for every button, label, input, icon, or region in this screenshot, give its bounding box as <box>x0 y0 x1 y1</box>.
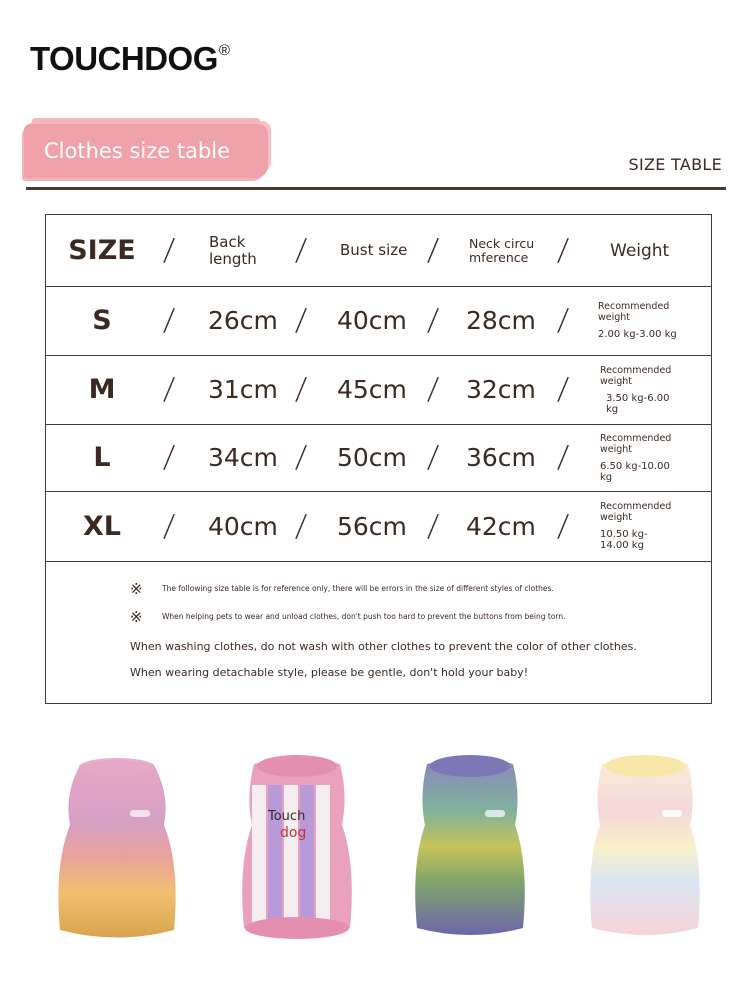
weight-label: Recommended weight <box>600 432 672 455</box>
separator: / <box>162 508 176 544</box>
separator: / <box>294 233 308 268</box>
separator: / <box>294 303 308 338</box>
weight-cell <box>600 424 680 491</box>
neck-value: 42cm <box>466 511 536 541</box>
weight-label: Recommended weight <box>598 301 670 323</box>
divider <box>26 187 726 190</box>
size-label: XL <box>82 510 122 542</box>
separator: / <box>426 508 440 544</box>
table-row <box>46 424 711 492</box>
weight-cell <box>600 491 680 561</box>
back-length-value: 40cm <box>208 511 278 541</box>
neck-value: 32cm <box>466 375 536 404</box>
size-label: L <box>93 442 111 473</box>
size-table <box>45 214 712 704</box>
separator: / <box>556 303 570 338</box>
weight-range: 6.50 kg-10.00 kg <box>600 460 670 483</box>
separator: / <box>294 372 308 407</box>
brand-logo <box>30 40 229 78</box>
separator: / <box>556 440 570 475</box>
size-label: S <box>92 305 112 336</box>
svg-text:dog: dog <box>280 825 307 841</box>
separator: / <box>294 508 308 544</box>
product-gallery <box>0 740 750 980</box>
separator: / <box>426 440 440 475</box>
note-symbol: ※ <box>130 580 143 598</box>
separator: / <box>294 440 308 475</box>
weight-range: 3.50 kg-6.00 kg <box>606 392 670 415</box>
size-table-title: SIZE TABLE <box>628 155 722 174</box>
svg-text:Touch: Touch <box>268 809 306 824</box>
separator: / <box>162 440 176 475</box>
weight-cell <box>600 355 680 424</box>
weight-label: Recommended weight <box>600 501 672 523</box>
bust-size-value: 40cm <box>337 306 407 335</box>
section-label: Clothes size table <box>44 139 231 163</box>
header-neck-circumference: Neck circu mference <box>469 235 535 265</box>
neck-value: 28cm <box>466 306 536 335</box>
separator: / <box>162 233 176 268</box>
bust-size-value: 56cm <box>337 511 407 541</box>
separator: / <box>426 303 440 338</box>
header-back-length: Back length <box>209 232 257 268</box>
pastel-sweater-image <box>580 750 710 950</box>
table-row <box>46 286 711 356</box>
brand-name: TOUCHDOG <box>30 40 218 77</box>
size-label: M <box>88 374 116 405</box>
striped-sweater-image <box>232 750 362 950</box>
note-symbol: ※ <box>130 608 143 626</box>
separator: / <box>426 233 440 268</box>
separator: / <box>426 372 440 407</box>
separator: / <box>556 372 570 407</box>
back-length-value: 34cm <box>208 443 278 472</box>
header-weight: Weight <box>610 240 670 261</box>
note-item: The following size table is for reference only, there will be errors in the size of different styles of clothes. <box>162 584 554 593</box>
ocean-sweater-image <box>405 750 535 950</box>
rainbow-sweater-image <box>52 755 182 945</box>
notes-section <box>46 561 711 705</box>
weight-label: Recommended weight <box>600 364 672 387</box>
note-item: When wearing detachable style, please be gentle, don't hold your baby! <box>130 666 529 679</box>
table-row <box>46 355 711 425</box>
bust-size-value: 50cm <box>337 443 407 472</box>
table-header-row <box>46 215 711 287</box>
bust-size-value: 45cm <box>337 375 407 404</box>
separator: / <box>162 303 176 338</box>
separator: / <box>556 233 570 268</box>
neck-value: 36cm <box>466 443 536 472</box>
separator: / <box>556 508 570 544</box>
back-length-value: 26cm <box>208 306 278 335</box>
weight-range: 10.50 kg-14.00 kg <box>600 529 648 551</box>
back-length-value: 31cm <box>208 375 278 404</box>
header-bust-size: Bust size <box>340 241 408 259</box>
note-item: When washing clothes, do not wash with other clothes to prevent the color of other clothes. <box>130 640 637 653</box>
weight-range: 2.00 kg-3.00 kg <box>598 329 677 340</box>
registered-mark: ® <box>218 42 230 59</box>
header-size: SIZE <box>68 235 136 266</box>
separator: / <box>162 372 176 407</box>
note-item: When helping pets to wear and unload clothes, don't push too hard to prevent the buttons from being torn. <box>162 612 566 621</box>
weight-cell <box>598 286 678 355</box>
table-row <box>46 491 711 562</box>
